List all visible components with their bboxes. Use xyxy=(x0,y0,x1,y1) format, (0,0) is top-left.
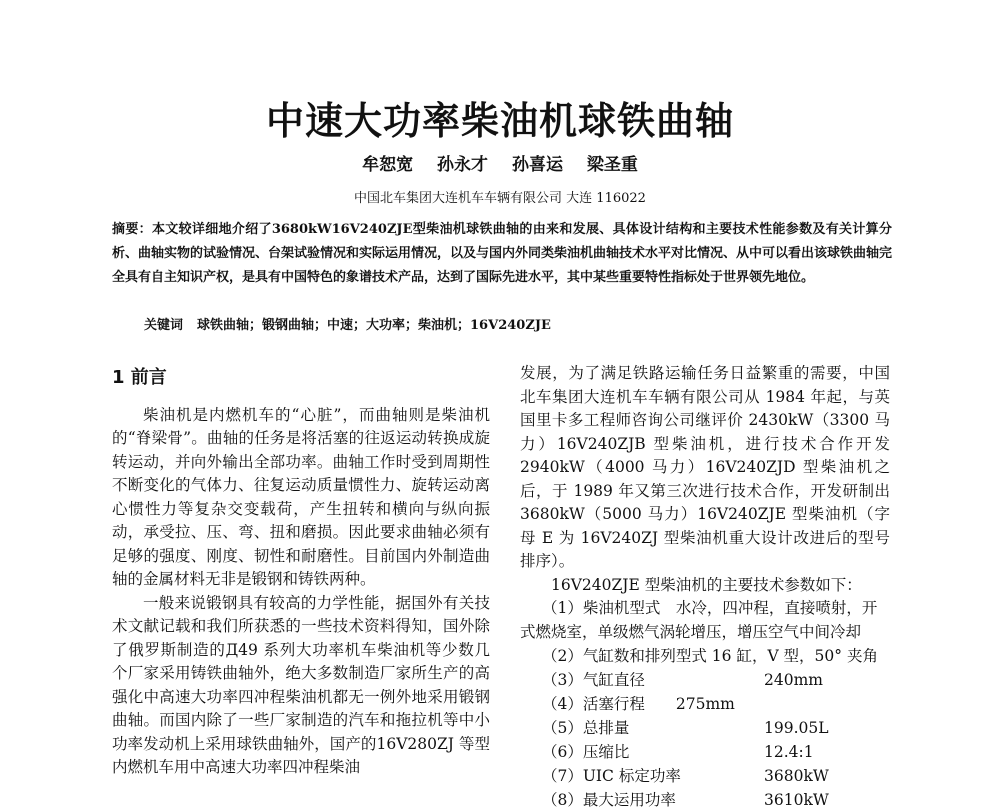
param-1-line-2: 式燃烧室，单级燃气涡轮增压，增压空气中间冷却 xyxy=(520,622,862,641)
right-paragraph-1: 发展，为了满足铁路运输任务日益繁重的需要，中国北车集团大连机车车辆有限公司从 1984 年起，与英国里卡多工程师咨询公司继评价 2430kW（3300 马力）16V240ZJB 型柴油机，进行技术合作开发 2940kW（4000 马力）16V240ZJD 型柴油机之后，于 1989 年又第三次进行技术合作，开发研制出 3680kW（5000 马力）16V240ZJE 型柴油机（字母 E 为 16V240ZJ 型柴油机重大设计改进后的型号排序）。 xyxy=(520,364,890,570)
param-1-line-1: （1）柴油机型式 水冷，四冲程，直接喷射，开 xyxy=(542,599,878,617)
left-paragraph-1: 柴油机是内燃机车的“心脏”，而曲轴则是柴油机的“脊梁骨”。曲轴的任务是将活塞的往返运动转换成旋转运动，并向外输出全部功率。曲轴工作时受到周期性不断变化的气体力、往复运动质量惯性力、旋转运动离心惯性力等复杂交变载荷，产生扭转和横向与纵向振动，承受拉、压、弯、扭和磨损。因此要求曲轴必须有足够的强度、刚度、韧性和耐磨性。目前国内外制造曲轴的金属材料无非是锻钢和铸铁两种。 xyxy=(112,405,490,588)
paper-title: 中速大功率柴油机球铁曲轴 xyxy=(265,99,734,143)
param-row xyxy=(520,692,890,716)
right-column xyxy=(520,362,890,812)
paper-affiliation: 中国北车集团大连机车车辆有限公司 大连 116022 xyxy=(354,191,646,206)
param-label: （6）压缩比 xyxy=(542,743,630,761)
param-value: 3610kW xyxy=(764,791,829,809)
param-label: （4）活塞行程 275mm xyxy=(542,695,735,713)
section-heading-intro: 1 前言 xyxy=(112,367,167,388)
param-row xyxy=(520,788,890,812)
paper-authors: 牟恕宽 孙永才 孙喜运 梁圣重 xyxy=(362,155,638,175)
param-value: 240mm xyxy=(764,671,823,689)
right-paragraph-2: 16V240ZJE 型柴油机的主要技术参数如下： xyxy=(551,575,862,594)
abstract-text: 本文较详细地介绍了3680kW16V240ZJE型柴油机球铁曲轴的由来和发展、具体设计结构和主要技术性能参数及有关计算分析、曲轴实物的试验情况、台架试验情况和实际运用情况，以及与国内外同类柴油机曲轴技术水平对比情况、从中可以看出该球铁曲轴完全具有自主知识产权，是具有中国特色的象谱技术产品，达到了国际先进水平，其中某些重要特性指标处于世界领先地位。 xyxy=(112,222,893,285)
left-column xyxy=(112,362,490,780)
param-value: 199.05L xyxy=(764,719,829,737)
param-row xyxy=(520,740,890,764)
param-value: 3680kW xyxy=(764,767,829,785)
param-row xyxy=(520,644,890,668)
param-label: （2）气缸数和排列型式 16 缸，V 型，50° 夹角 xyxy=(542,647,878,665)
param-label: （7）UIC 标定功率 xyxy=(542,767,681,785)
param-label: （5）总排量 xyxy=(542,719,630,737)
keywords-text: 球铁曲轴；锻钢曲轴；中速；大功率；柴油机；16V240ZJE xyxy=(197,318,551,333)
left-paragraph-2: 一般来说锻钢具有较高的力学性能，据国外有关技术文献记载和我们所获悉的一些技术资料得知，国外除了俄罗斯制造的Д49 系列大功率机车柴油机等少数几个厂家采用铸铁曲轴外，绝大多数制造厂家所生产的高强化中高速大功率四冲程柴油机都无一例外地采用锻钢曲轴。而国内除了一些厂家制造的汽车和拖拉机等中小功率发动机上采用球铁曲轴外，国产的16V280ZJ 等型内燃机车用中高速大功率四冲程柴油 xyxy=(112,593,490,776)
param-row xyxy=(520,668,890,692)
abstract-label: 摘要： xyxy=(112,222,152,237)
param-label: （8）最大运用功率 xyxy=(542,791,676,809)
abstract xyxy=(112,218,892,290)
param-row xyxy=(520,716,890,740)
param-value: 12.4:1 xyxy=(764,743,814,761)
param-row xyxy=(520,764,890,788)
keywords xyxy=(144,314,894,333)
keywords-label: 关键词 xyxy=(144,318,184,333)
param-label: （3）气缸直径 xyxy=(542,671,645,689)
